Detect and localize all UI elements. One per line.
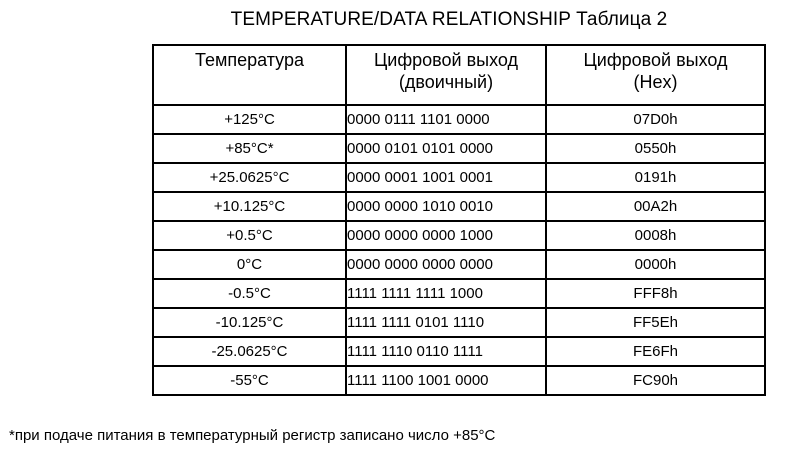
table-row [153, 105, 765, 134]
binary-cell: 0000 0000 1010 0010 [346, 192, 546, 221]
binary-cell: 0000 0000 0000 1000 [346, 221, 546, 250]
header-hex-sublabel: (Hex) [633, 72, 678, 92]
header-binary-output [346, 45, 546, 105]
table-row [153, 134, 765, 163]
header-hex-output [546, 45, 765, 105]
header-binary-label: Цифровой выход [373, 50, 519, 70]
hex-cell: FF5Eh [546, 308, 765, 337]
hex-cell: FFF8h [546, 279, 765, 308]
temperature-cell: +0.5°C [153, 221, 346, 250]
temperature-cell: -10.125°C [153, 308, 346, 337]
temperature-cell: +85°C* [153, 134, 346, 163]
temperature-cell: +10.125°C [153, 192, 346, 221]
table-row [153, 279, 765, 308]
temperature-cell: -25.0625°C [153, 337, 346, 366]
temperature-cell: +25.0625°C [153, 163, 346, 192]
hex-cell: FE6Fh [546, 337, 765, 366]
table-row [153, 221, 765, 250]
header-hex-label: Цифровой выход [583, 50, 728, 70]
hex-cell: 0550h [546, 134, 765, 163]
temperature-cell: +125°C [153, 105, 346, 134]
table-row [153, 250, 765, 279]
hex-cell: 00A2h [546, 192, 765, 221]
header-temperature-label: Температура [194, 50, 305, 70]
table-row [153, 192, 765, 221]
hex-cell: 07D0h [546, 105, 765, 134]
hex-cell: FC90h [546, 366, 765, 395]
temperature-cell: -0.5°C [153, 279, 346, 308]
table-row [153, 337, 765, 366]
binary-cell: 0000 0000 0000 0000 [346, 250, 546, 279]
table-row [153, 366, 765, 395]
binary-cell: 1111 1110 0110 1111 [346, 337, 546, 366]
header-row [153, 45, 765, 105]
table-title: TEMPERATURE/DATA RELATIONSHIP Таблица 2 [230, 9, 668, 30]
table-row [153, 308, 765, 337]
temperature-cell: -55°C [153, 366, 346, 395]
header-temperature [153, 45, 346, 105]
binary-cell: 1111 1111 1111 1000 [346, 279, 546, 308]
table-row [153, 163, 765, 192]
temperature-cell: 0°C [153, 250, 346, 279]
binary-cell: 0000 0001 1001 0001 [346, 163, 546, 192]
hex-cell: 0008h [546, 221, 765, 250]
header-binary-sublabel: (двоичный) [398, 72, 494, 92]
binary-cell: 0000 0101 0101 0000 [346, 134, 546, 163]
hex-cell: 0191h [546, 163, 765, 192]
binary-cell: 0000 0111 1101 0000 [346, 105, 546, 134]
temperature-data-table [152, 44, 766, 396]
binary-cell: 1111 1100 1001 0000 [346, 366, 546, 395]
binary-cell: 1111 1111 0101 1110 [346, 308, 546, 337]
hex-cell: 0000h [546, 250, 765, 279]
footnote: *при подаче питания в температурный регистр записано число +85°C [9, 427, 496, 444]
